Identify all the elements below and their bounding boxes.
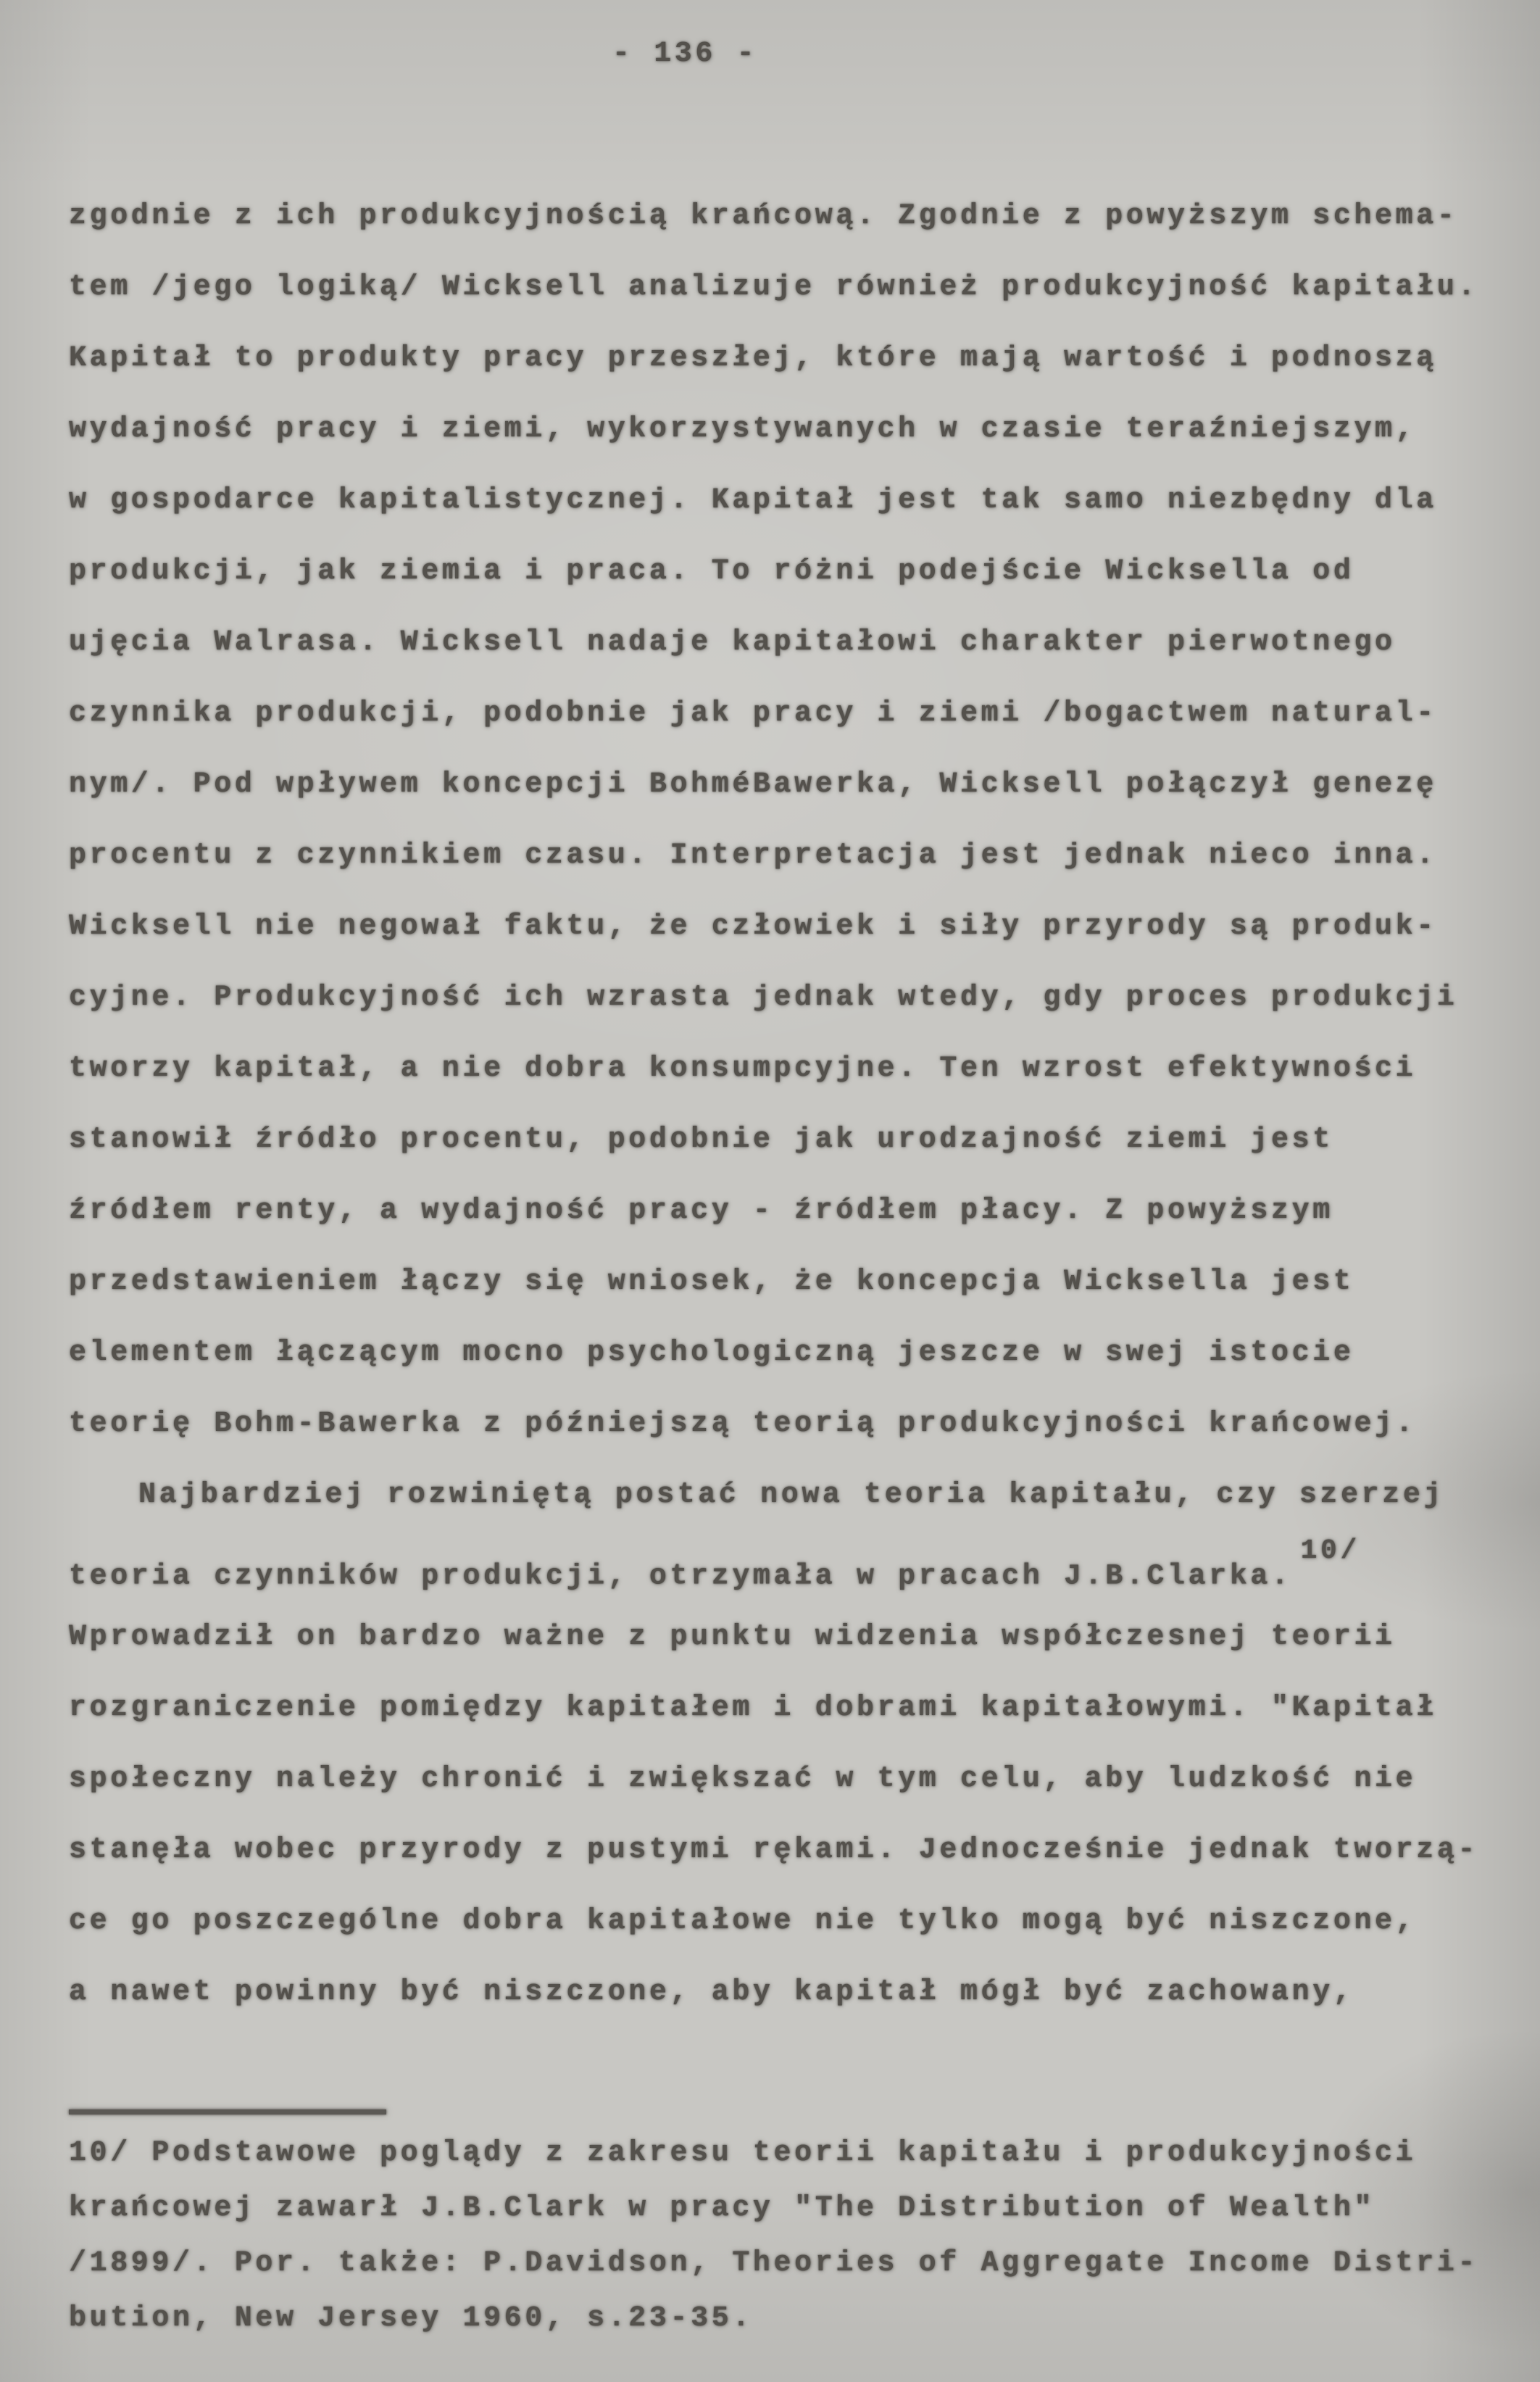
footnote bbox=[69, 2126, 1515, 2346]
text-line: społeczny należy chronić i zwiększać w tym celu, aby ludzkość nie bbox=[69, 1763, 1417, 1796]
text-line-text: teoria czynników produkcji, otrzymała w pracach J.B.Clarka. bbox=[69, 1560, 1292, 1593]
footnote-line: bution, New Jersey 1960, s.23-35. bbox=[69, 2302, 753, 2335]
text-line: ujęcia Walrasa. Wicksell nadaje kapitałowi charakter pierwotnego bbox=[69, 626, 1396, 659]
text-line: stanowił źródło procentu, podobnie jak urodzajność ziemi jest bbox=[69, 1124, 1333, 1156]
footnote-line: krańcowej zawarł J.B.Clark w pracy "The Distribution of Wealth" bbox=[69, 2192, 1375, 2225]
text-line: tem /jego logiką/ Wicksell analizuje również produkcyjność kapitału. bbox=[69, 271, 1479, 304]
footnote-line: 10/ Podstawowe poglądy z zakresu teorii kapitału i produkcyjności bbox=[69, 2137, 1417, 2170]
body-text bbox=[69, 181, 1515, 2028]
text-line: Kapitał to produkty pracy przeszłej, które mają wartość i podnoszą bbox=[69, 342, 1437, 375]
text-line: stanęła wobec przyrody z pustymi rękami. Jednocześnie jednak tworzą- bbox=[69, 1834, 1479, 1867]
text-line: Wicksell nie negował faktu, że człowiek i siły przyrody są produk- bbox=[69, 910, 1437, 943]
text-line: Wprowadził on bardzo ważne z punktu widzenia współczesnej teorii bbox=[69, 1621, 1396, 1653]
text-line: rozgraniczenie pomiędzy kapitałem i dobrami kapitałowymi. "Kapitał bbox=[69, 1692, 1437, 1725]
text-line: źródłem renty, a wydajność pracy - źródłem płacy. Z powyższym bbox=[69, 1195, 1333, 1227]
text-line-paragraph-start: Najbardziej rozwiniętą postać nowa teoria kapitału, czy szerzej bbox=[138, 1479, 1445, 1511]
text-line: czynnika produkcji, podobnie jak pracy i ziemi /bogactwem natural- bbox=[69, 697, 1437, 730]
text-line: procentu z czynnikiem czasu. Interpretacja jest jednak nieco inna. bbox=[69, 839, 1437, 872]
text-line: cyjne. Produkcyjność ich wzrasta jednak wtedy, gdy proces produkcji bbox=[69, 982, 1458, 1014]
page-number: - 136 - bbox=[612, 38, 758, 70]
text-line-with-footnote-ref bbox=[69, 1531, 1515, 1602]
text-line: ce go poszczególne dobra kapitałowe nie tylko mogą być niszczone, bbox=[69, 1905, 1417, 1938]
text-line: a nawet powinny być niszczone, aby kapitał mógł być zachowany, bbox=[69, 1976, 1354, 2009]
text-line: produkcji, jak ziemia i praca. To różni podejście Wicksella od bbox=[69, 555, 1354, 588]
text-line: elementem łączącym mocno psychologiczną jeszcze w swej istocie bbox=[69, 1337, 1354, 1369]
text-line: teorię Bohm-Bawerka z późniejszą teorią produkcyjności krańcowej. bbox=[69, 1408, 1417, 1440]
text-line: w gospodarce kapitalistycznej. Kapitał jest tak samo niezbędny dla bbox=[69, 484, 1437, 517]
text-line: zgodnie z ich produkcyjnością krańcową. Zgodnie z powyższym schema- bbox=[69, 200, 1458, 233]
text-line: tworzy kapitał, a nie dobra konsumpcyjne. Ten wzrost efektywności bbox=[69, 1053, 1417, 1085]
text-line: nym/. Pod wpływem koncepcji BohméBawerka, Wicksell połączył genezę bbox=[69, 768, 1437, 801]
text-line: przedstawieniem łączy się wniosek, że koncepcja Wicksella jest bbox=[69, 1266, 1354, 1298]
text-line: wydajność pracy i ziemi, wykorzystywanych w czasie teraźniejszym, bbox=[69, 413, 1417, 446]
footnote-separator-rule bbox=[69, 2109, 386, 2115]
footnote-line: /1899/. Por. także: P.Davidson, Theories of Aggregate Income Distri- bbox=[69, 2247, 1479, 2280]
footnote-marker: 10/ bbox=[1300, 1535, 1360, 1567]
